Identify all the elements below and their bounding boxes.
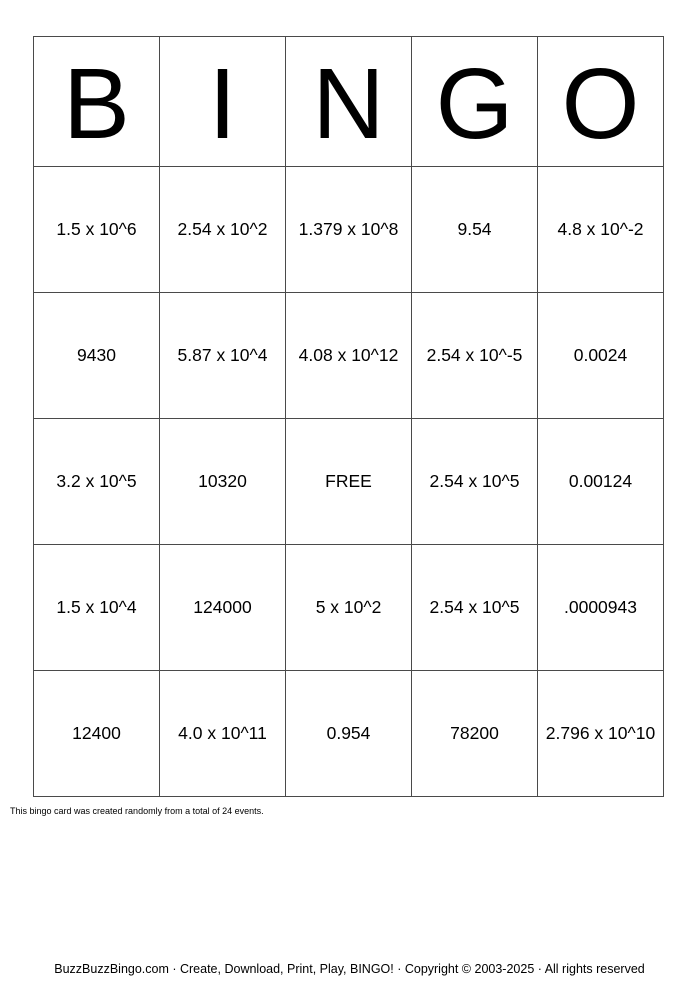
bingo-header-row: [34, 37, 664, 167]
bingo-cell: 124000: [160, 545, 286, 671]
bingo-cell: 9430: [34, 293, 160, 419]
bingo-cell: 78200: [412, 671, 538, 797]
bingo-cell: 5.87 x 10^4: [160, 293, 286, 419]
bingo-cell: 12400: [34, 671, 160, 797]
bingo-cell: 3.2 x 10^5: [34, 419, 160, 545]
bingo-row-1: [34, 167, 664, 293]
header-letter-n: N: [286, 37, 412, 167]
bingo-row-5: [34, 671, 664, 797]
header-letter-g: G: [412, 37, 538, 167]
bingo-cell: 4.0 x 10^11: [160, 671, 286, 797]
bingo-cell: 5 x 10^2: [286, 545, 412, 671]
bingo-cell: 4.8 x 10^-2: [538, 167, 664, 293]
bingo-row-2: [34, 293, 664, 419]
bingo-cell: .0000943: [538, 545, 664, 671]
header-letter-b: B: [34, 37, 160, 167]
bingo-cell: 2.54 x 10^5: [412, 419, 538, 545]
page-footer: BuzzBuzzBingo.com · Create, Download, Print, Play, BINGO! · Copyright © 2003-2025 · All rights reserved: [54, 962, 645, 976]
header-letter-i: I: [160, 37, 286, 167]
bingo-cell: 2.54 x 10^-5: [412, 293, 538, 419]
bingo-cell: 4.08 x 10^12: [286, 293, 412, 419]
bingo-cell: 1.5 x 10^6: [34, 167, 160, 293]
bingo-cell: 1.5 x 10^4: [34, 545, 160, 671]
bingo-cell: 2.54 x 10^5: [412, 545, 538, 671]
free-space-cell: FREE: [286, 419, 412, 545]
bingo-cell: 0.00124: [538, 419, 664, 545]
bingo-row-4: [34, 545, 664, 671]
bingo-cell: 10320: [160, 419, 286, 545]
header-letter-o: O: [538, 37, 664, 167]
bingo-row-3: [34, 419, 664, 545]
bingo-cell: 0.0024: [538, 293, 664, 419]
bingo-card: [33, 36, 664, 797]
card-generation-note: This bingo card was created randomly from a total of 24 events.: [10, 806, 264, 816]
bingo-cell: 1.379 x 10^8: [286, 167, 412, 293]
bingo-cell: 2.54 x 10^2: [160, 167, 286, 293]
bingo-cell: 9.54: [412, 167, 538, 293]
bingo-cell: 2.796 x 10^10: [538, 671, 664, 797]
bingo-cell: 0.954: [286, 671, 412, 797]
